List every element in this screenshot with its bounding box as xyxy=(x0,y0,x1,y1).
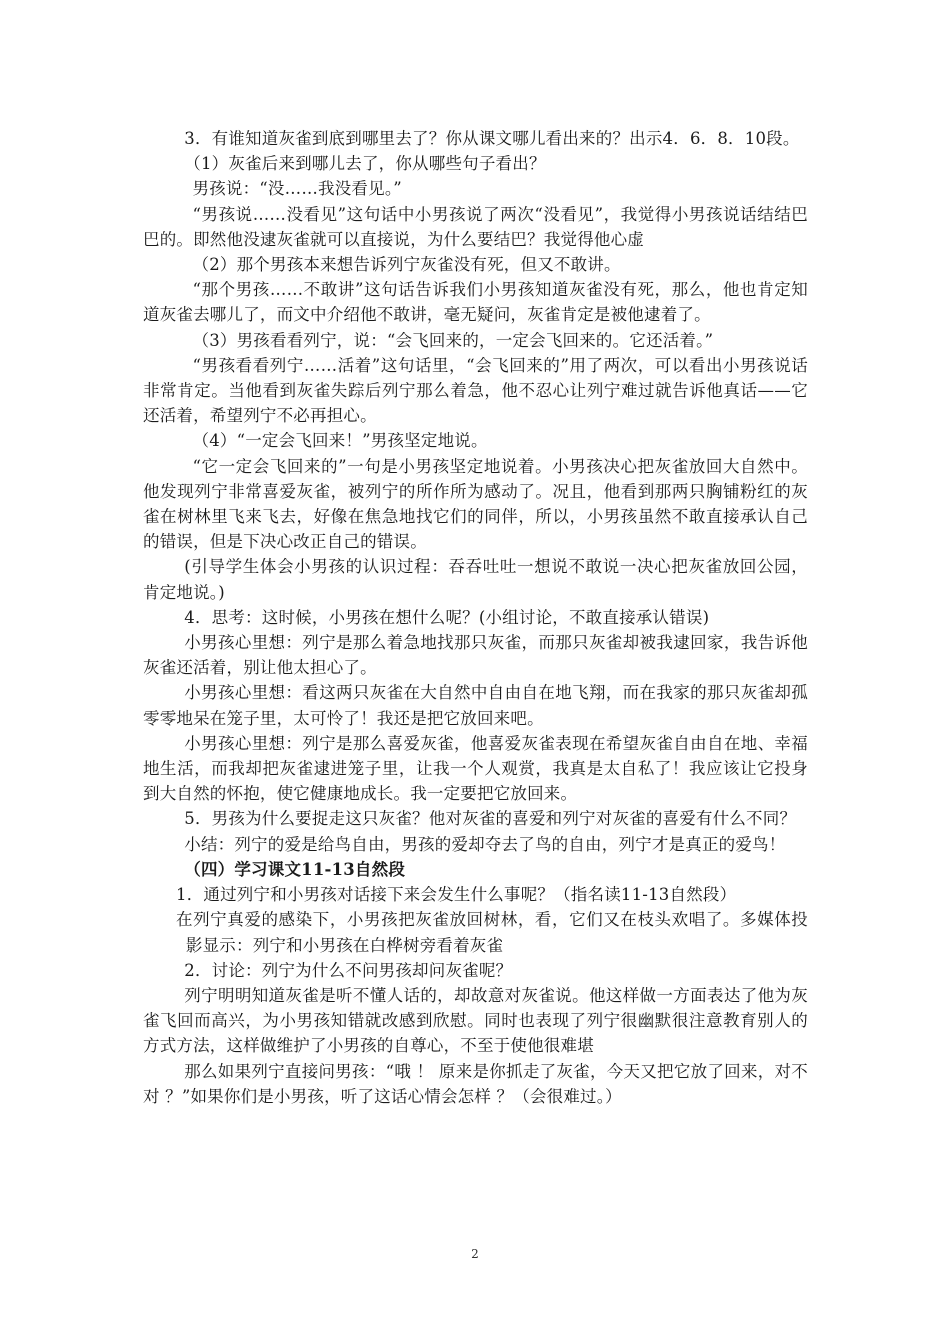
paragraph-sub-3: （3）男孩看看列宁，说：“会飞回来的，一定会飞回来的。它还活着。” xyxy=(192,330,714,350)
paragraph-summary: 小结：列宁的爱是给鸟自由，男孩的爱却夺去了鸟的自由，列宁才是真正的爱鸟！ xyxy=(184,834,786,854)
paragraph-step-2-detail: 列宁明明知道灰雀是听不懂人话的，却故意对灰雀说。他这样做一方面表达了他为灰雀飞回而高兴，为小男孩知错就改感到欣慰。同时也表现了列宁很幽默很注意教育别人的方式方法，这样做维护了小男孩的自尊心，不至于使他很难堪 xyxy=(143,985,808,1056)
paragraph-sub-1: （1）灰雀后来到哪儿去了，你从哪些句子看出？ xyxy=(184,154,546,174)
paragraph-thought-3: 小男孩心里想：列宁是那么喜爱灰雀，他喜爱灰雀表现在希望灰雀自由自在地、幸福地生活，而我却把灰雀逮进笼子里，让我一个人观赏，我真是太自私了！我应该让它投身到大自然的怀抱，使它健康地成长。我一定要把它放回来。 xyxy=(143,733,808,804)
document-body xyxy=(143,126,808,1109)
paragraph-step-1: 1．通过列宁和小男孩对话接下来会发生什么事呢？（指名读11-13自然段） xyxy=(176,885,737,905)
paragraph-sub-4: （4）“一定会飞回来！”男孩坚定地说。 xyxy=(192,431,488,451)
paragraph-question-3: 3．有谁知道灰雀到底到哪里去了？你从课文哪儿看出来的？出示4．6．8．10段。 xyxy=(184,129,800,148)
paragraph-guide-note: (引导学生体会小男孩的认识过程：吞吞吐吐一想说不敢说一决心把灰雀放回公园，肯定地说。) xyxy=(143,557,808,602)
paragraph-closing: 那么如果列宁直接问男孩：“哦 ！ 原来是你抓走了灰雀，今天又把它放了回来，对不对 ？”如果你们是小男孩，听了这话心情会怎样 ？（会很难过。） xyxy=(143,1061,808,1106)
paragraph-sub-2: （2）那个男孩本来想告诉列宁灰雀没有死，但又不敢讲。 xyxy=(192,255,621,275)
paragraph-thought-1: 小男孩心里想：列宁是那么着急地找那只灰雀，而那只灰雀却被我逮回家，我告诉他灰雀还活着，别让他太担心了。 xyxy=(143,633,808,678)
paragraph-question-5: 5．男孩为什么要捉走这只灰雀？他对灰雀的喜爱和列宁对灰雀的喜爱有什么不同？ xyxy=(184,809,797,829)
paragraph-question-4: 4．思考：这时候，小男孩在想什么呢？(小组讨论，不敢直接承认错误) xyxy=(184,607,710,627)
paragraph-analysis-2: “那个男孩……不敢讲”这句话告诉我们小男孩知道灰雀没有死，那么，他也肯定知道灰雀去哪儿了，而文中介绍他不敢讲，毫无疑问，灰雀肯定是被他逮着了。 xyxy=(143,280,808,325)
section-heading: （四）学习课文11-13自然段 xyxy=(184,859,406,879)
paragraph-analysis-3: “男孩看看列宁……活着”这句话里，“会飞回来的”用了两次，可以看出小男孩说话非常肯定。当他看到灰雀失踪后列宁那么着急，他不忍心让列宁难过就告诉他真话——它还活着，希望列宁不必再担心。 xyxy=(143,355,808,426)
paragraph-thought-2: 小男孩心里想：看这两只灰雀在大自然中自由自在地飞翔，而在我家的那只灰雀却孤零零地呆在笼子里，太可怜了！我还是把它放回来吧。 xyxy=(143,683,808,728)
paragraph-quote-1: 男孩说：“没……我没看见。” xyxy=(192,179,402,199)
paragraph-analysis-4: “它一定会飞回来的”一句是小男孩坚定地说着。小男孩决心把灰雀放回大自然中。他发现列宁非常喜爱灰雀，被列宁的所作所为感动了。况且，他看到那两只胸铺粉红的灰雀在树林里飞来飞去，好像在焦急地找它们的同伴，所以，小男孩虽然不敢直接承认自己的错误，但是下决心改正自己的错误。 xyxy=(143,456,808,552)
paragraph-analysis-1: “男孩说……没看见”这句话中小男孩说了两次“没看见”，我觉得小男孩说话结结巴巴的。即然他没逮灰雀就可以直接说，为什么要结巴？我觉得他心虚 xyxy=(143,204,808,249)
paragraph-step-1-detail: 在列宁真爱的感染下，小男孩把灰雀放回树林，看，它们又在枝头欢唱了。多媒体投影显示：列宁和小男孩在白桦树旁看着灰雀 xyxy=(176,910,808,955)
page-number: 2 xyxy=(471,1247,479,1261)
paragraph-step-2: 2．讨论：列宁为什么不问男孩却问灰雀呢？ xyxy=(184,960,513,980)
